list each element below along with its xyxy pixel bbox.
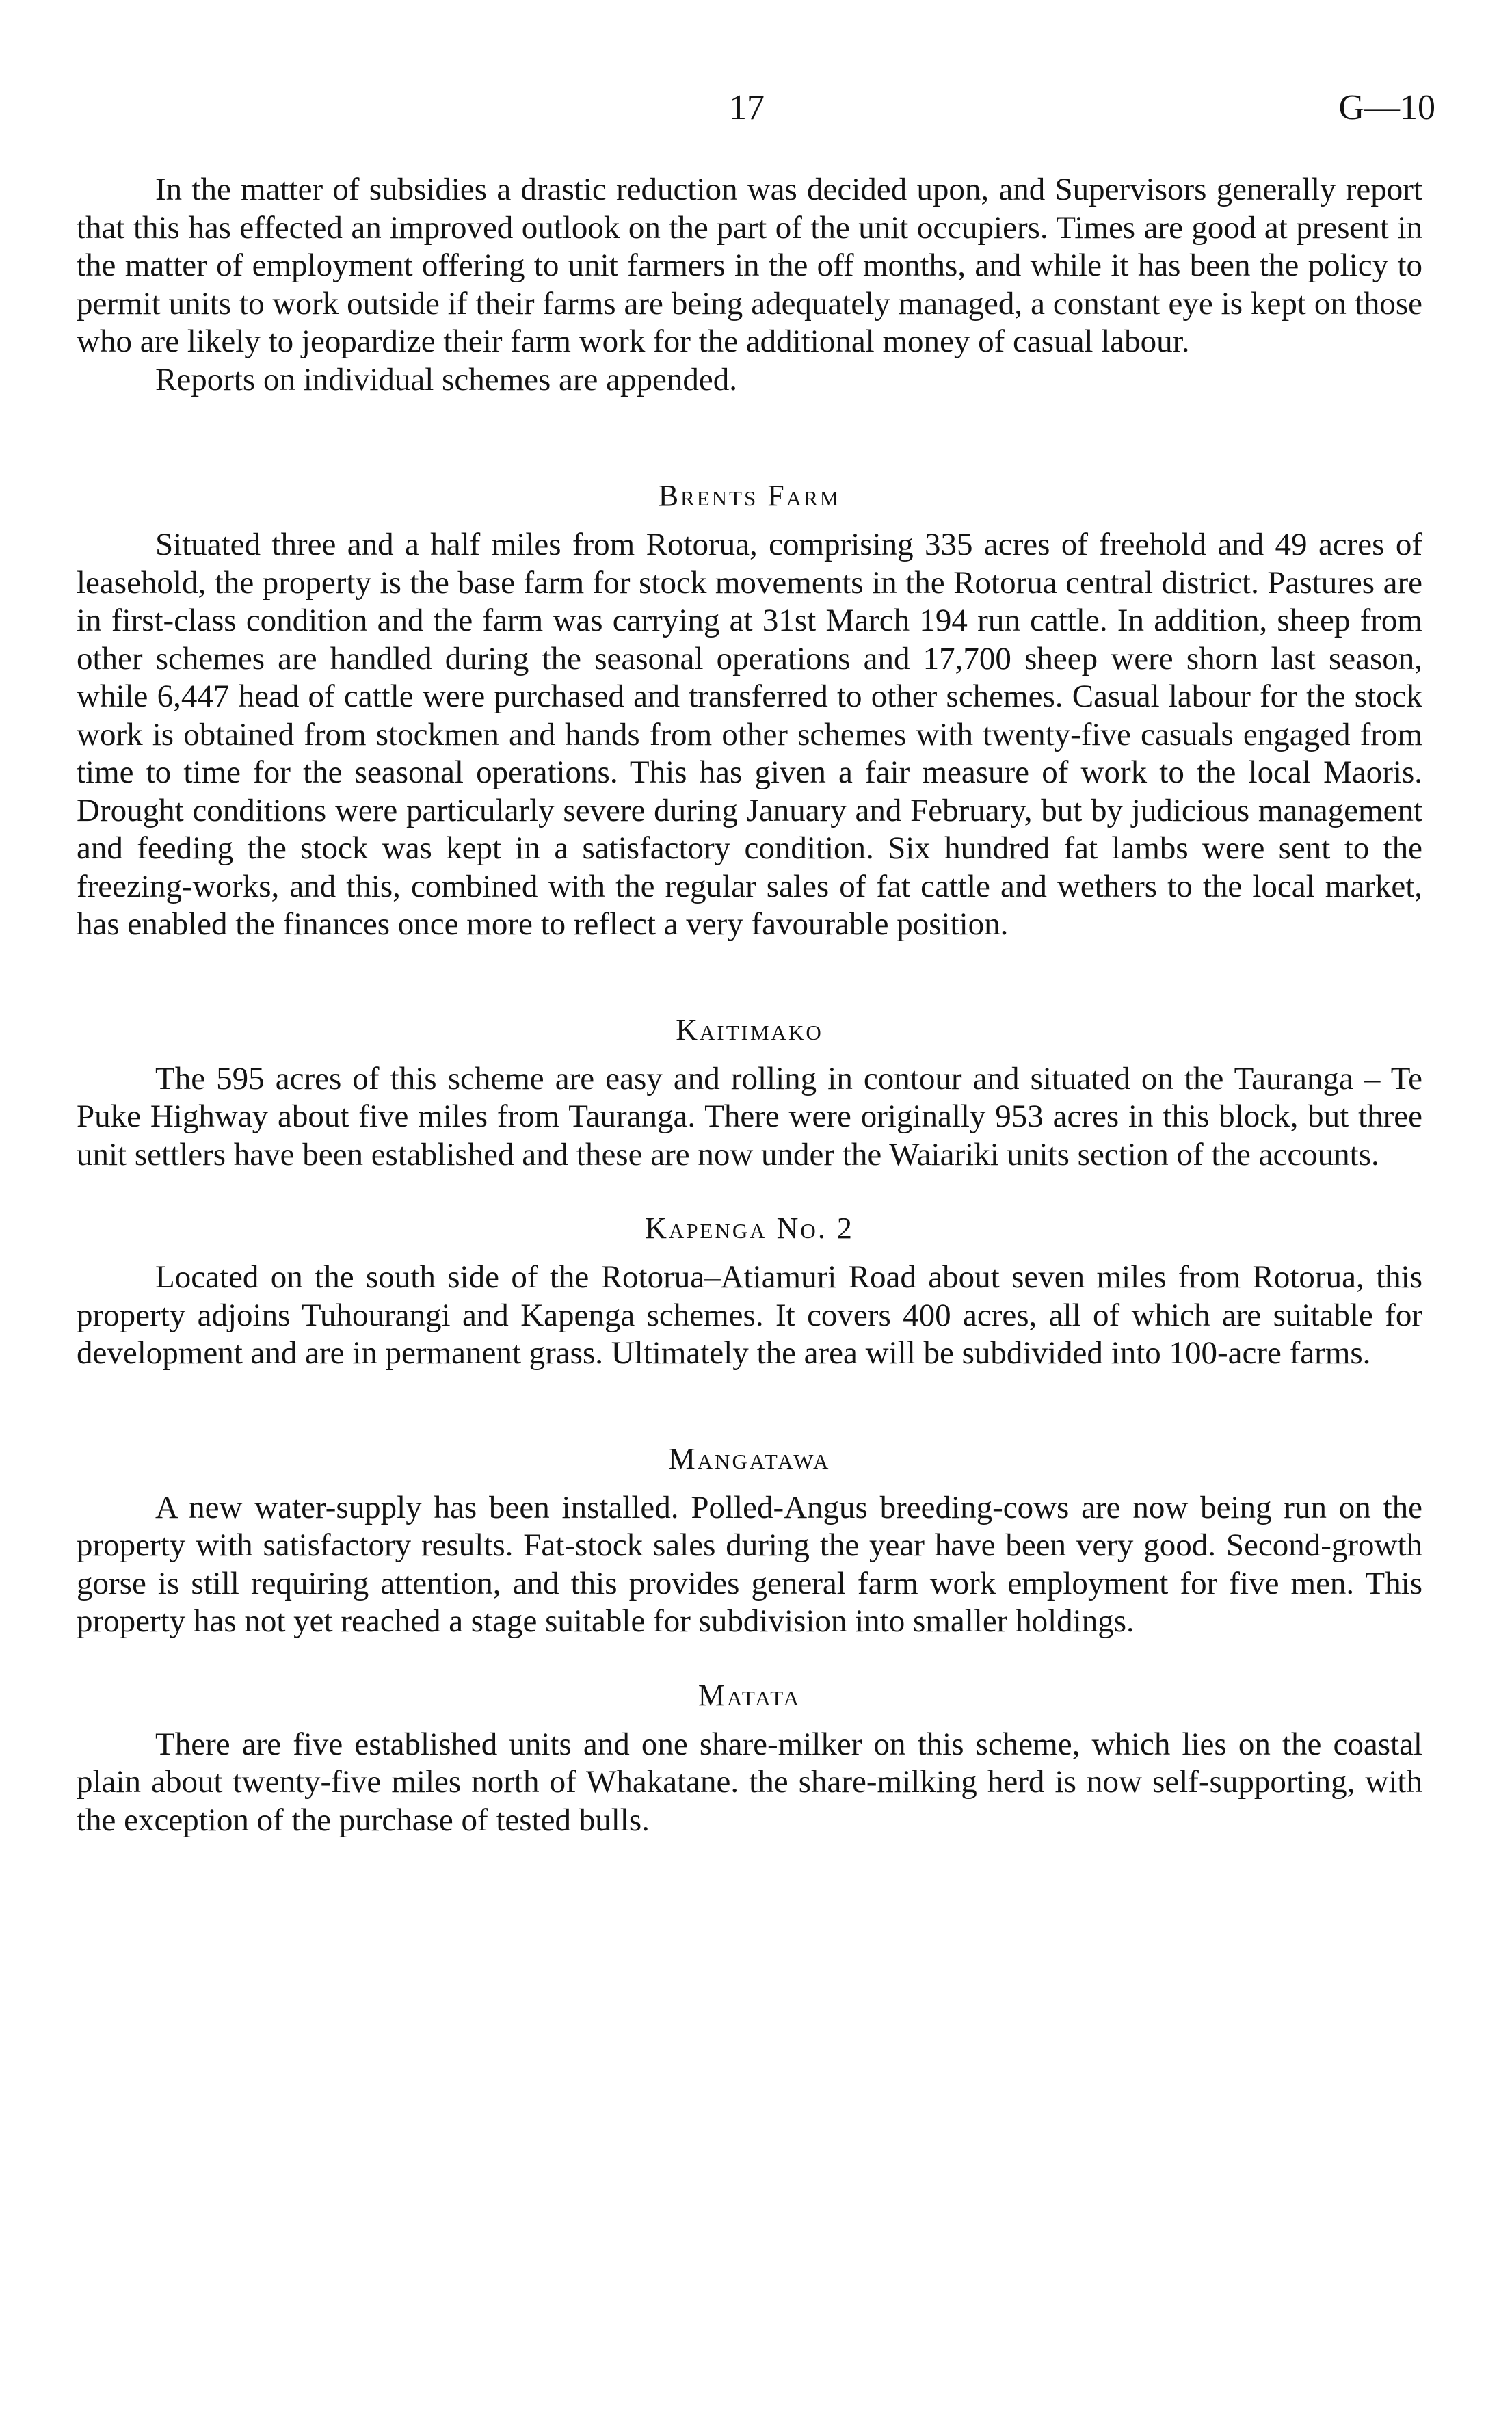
page-header: [0, 88, 1512, 135]
section-heading-mangatawa: Mangatawa: [668, 1441, 831, 1475]
section-paragraph-brents-farm: Situated three and a half miles from Rotorua, comprising 335 acres of freehold and 49 acres of leasehold, the property is the base farm for stock movements in the Rotorua central district. Pastures are in first-class condition and the farm was carrying at 31st March 194 run cattle. In addition, sheep from other schemes are handled during the seasonal operations and 17,700 sheep were shorn last season, while 6,447 head of cattle were purchased and transferred to other schemes. Casual labour for the stock work is obtained from stockmen and hands from other schemes with twenty-five casuals engaged from time to time for the seasonal operations. This has given a fair measure of work to the local Maoris. Drought conditions were particularly severe during January and February, but by judicious management and feeding the stock was kept in a satisfactory condition. Six hundred fat lambs were sent to the freezing-works, and this, combined with the regular sales of fat cattle and wethers to the local market, has enabled the finances once more to reflect a very favourable position.: [77, 527, 1422, 942]
page-number: 17: [729, 88, 765, 127]
document-code: G—10: [1338, 88, 1435, 127]
section-heading-brents-farm: Brents Farm: [658, 479, 841, 512]
section-paragraph-mangatawa: A new water-supply has been installed. Polled-Angus breeding-cows are now being run on the property with satisfactory results. Fat-stock sales during the year have been very good. Second-growth gorse is still requiring attention, and this provides general farm work employment for five men. This property has not yet reached a stage suitable for subdivision into smaller holdings.: [77, 1489, 1422, 1639]
page-body: [77, 171, 1422, 1839]
intro-paragraph: Reports on individual schemes are appended.: [155, 361, 737, 397]
intro-paragraph: In the matter of subsidies a drastic reduction was decided upon, and Supervisors generally report that this has effected an improved outlook on the part of the unit occupiers. Times are good at present in the matter of employment offering to unit farmers in the off months, and while it has been the policy to permit units to work outside if their farms are being adequately managed, a constant eye is kept on those who are likely to jeopardize their farm work for the additional money of casual labour.: [77, 172, 1422, 359]
section-paragraph-kaitimako: The 595 acres of this scheme are easy and rolling in contour and situated on the Tauranga – Te Puke Highway about five miles from Tauranga. There were originally 953 acres in this block, but three unit settlers have been established and these are now under the Waiariki units section of the accounts.: [77, 1060, 1422, 1172]
section-heading-kapenga-no-2: Kapenga No. 2: [645, 1211, 854, 1245]
section-paragraph-kapenga-no-2: Located on the south side of the Rotorua–Atiamuri Road about seven miles from Rotorua, this property adjoins Tuhourangi and Kapenga schemes. It covers 400 acres, all of which are suitable for development and are in permanent grass. Ultimately the area will be subdivided into 100-acre farms.: [77, 1259, 1422, 1371]
section-paragraph-matata: There are five established units and one share-milker on this scheme, which lies on the coastal plain about twenty-five miles north of Whakatane. the share-milking herd is now self-supporting, with the exception of the purchase of tested bulls.: [77, 1726, 1422, 1838]
section-heading-kaitimako: Kaitimako: [676, 1012, 823, 1047]
section-heading-matata: Matata: [698, 1678, 801, 1712]
